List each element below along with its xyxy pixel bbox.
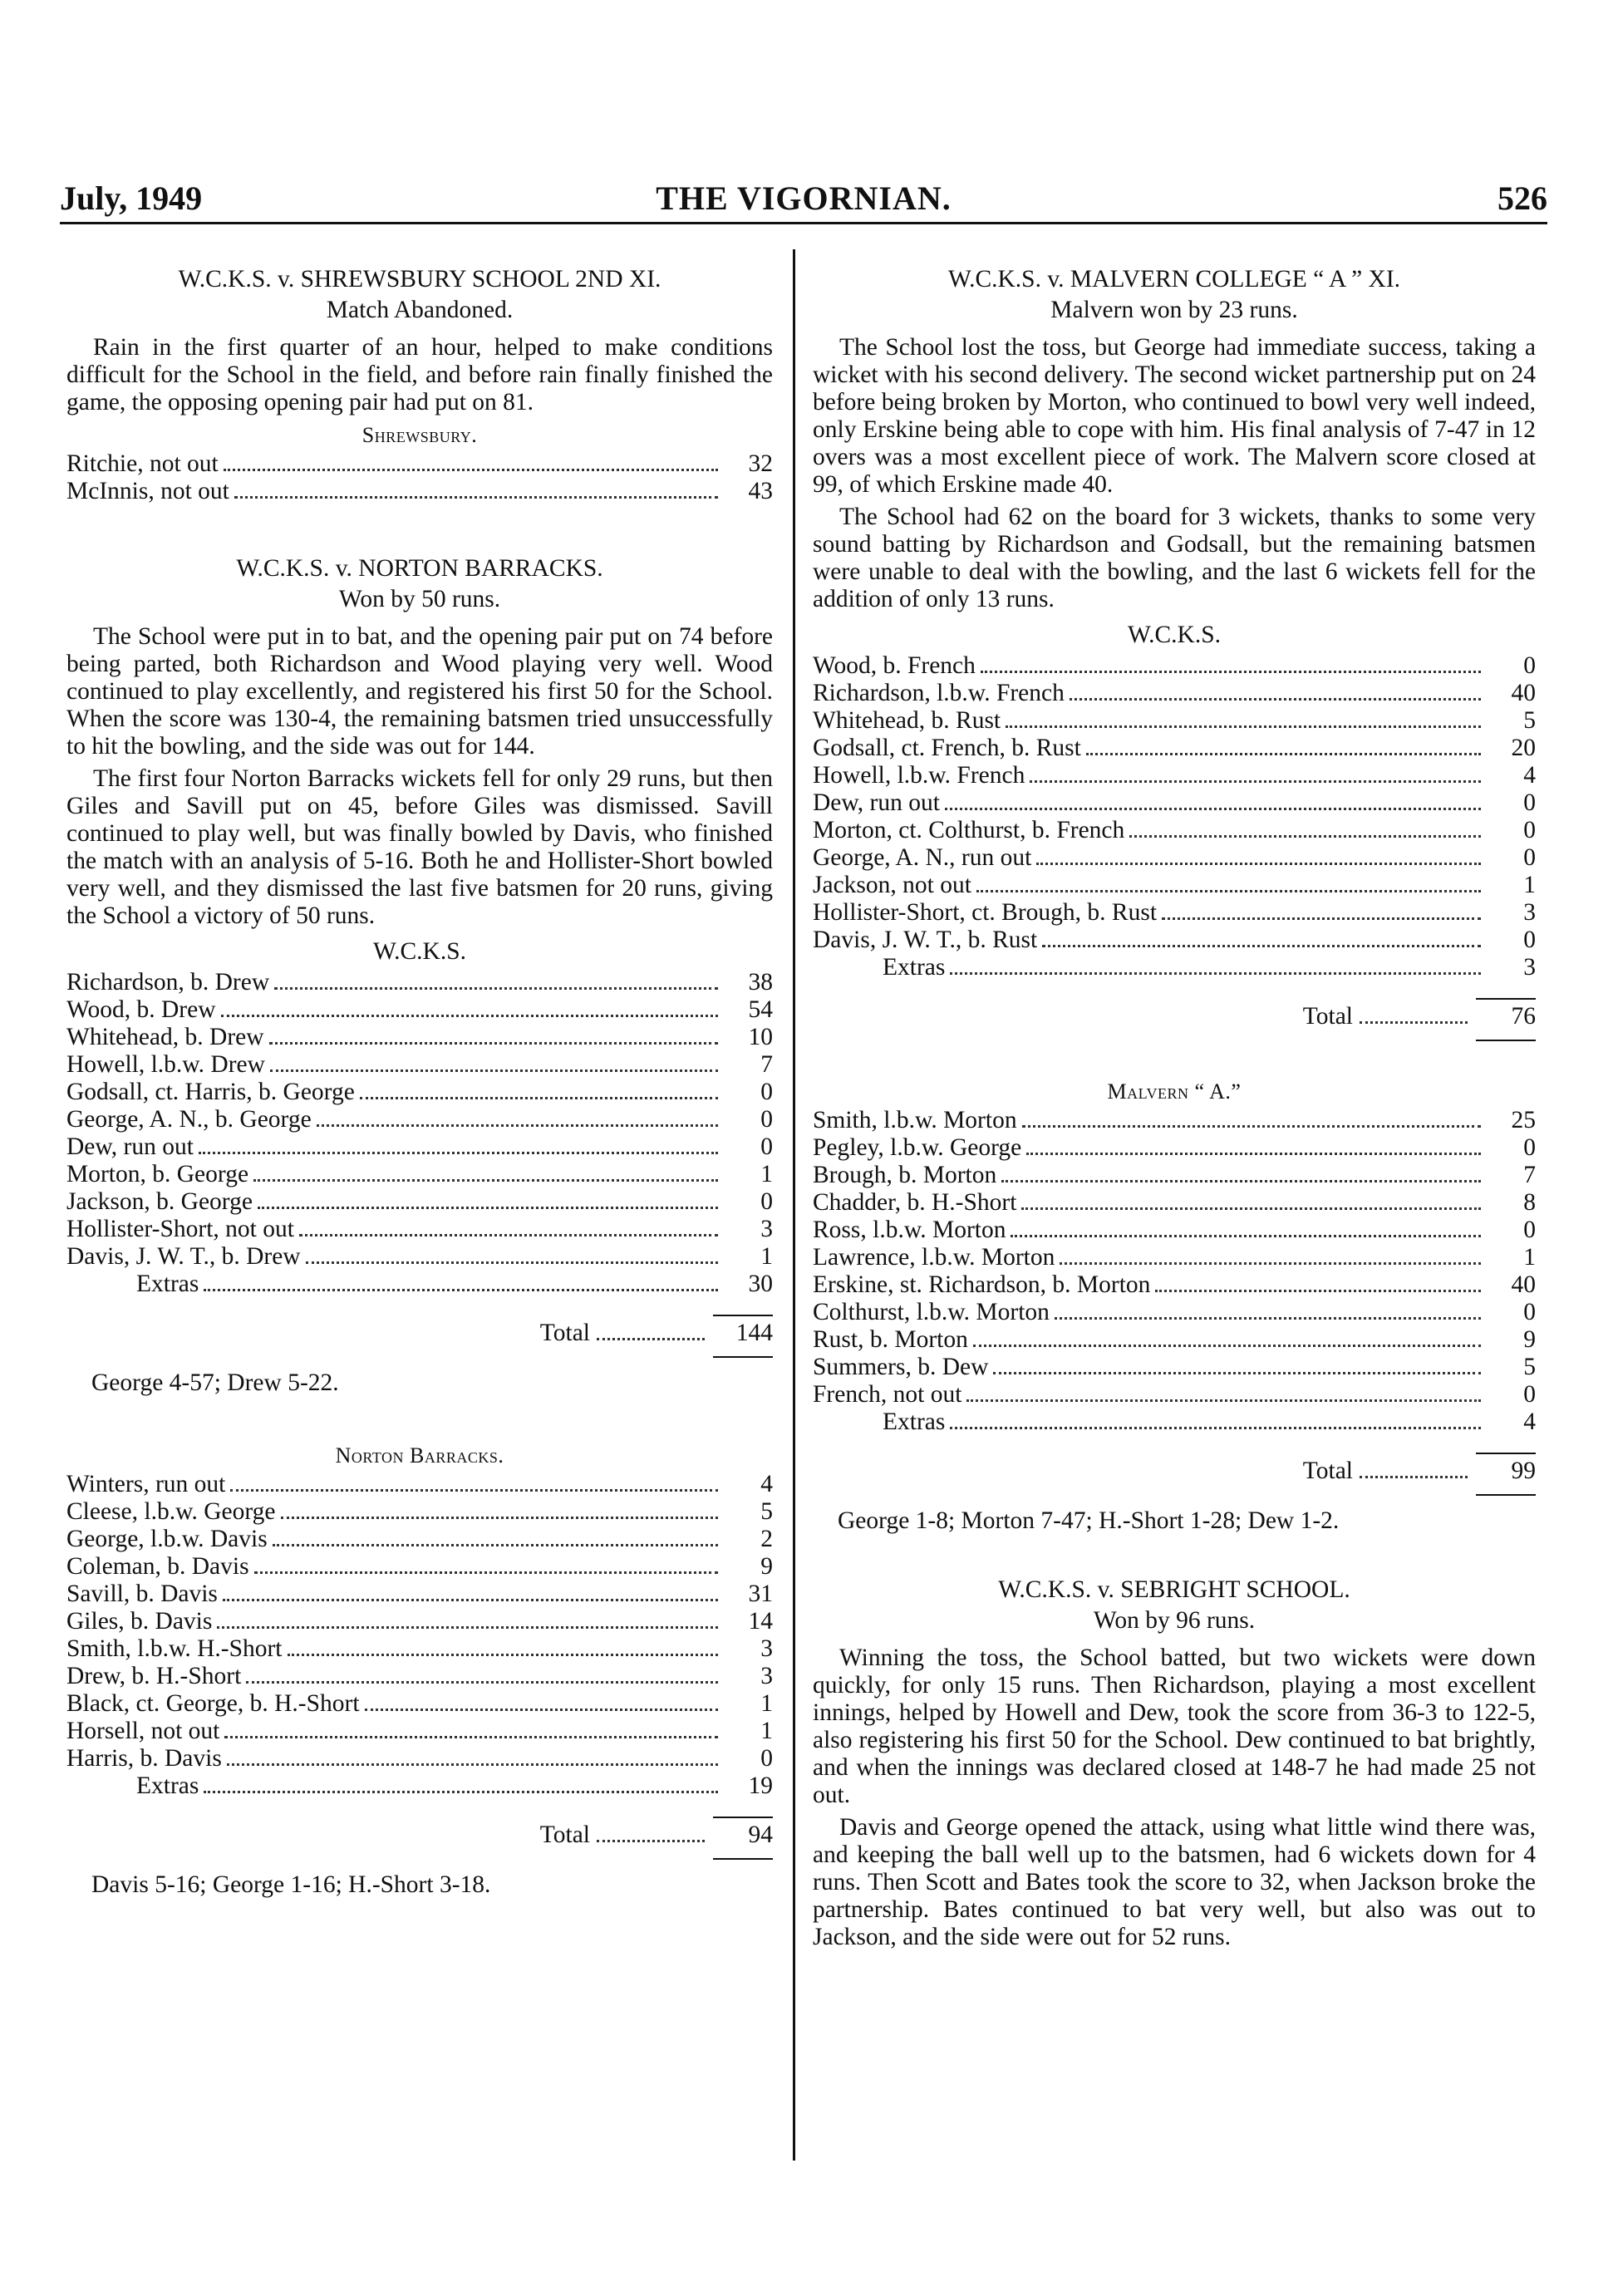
batsman-score: 0 [1523, 927, 1536, 953]
batsman-dismissal: McInnis, not out [66, 478, 229, 504]
dot-leader [950, 1427, 1481, 1429]
batsman-dismissal: Jackson, b. George [66, 1188, 253, 1215]
extras-label: Extras [883, 1409, 946, 1435]
batsman-dismissal: Richardson, l.b.w. French [813, 680, 1065, 706]
batsman-dismissal: Giles, b. Davis [66, 1608, 213, 1635]
batsman-score: 0 [1523, 817, 1536, 843]
batting-row [66, 1718, 773, 1745]
total-score: 76 [1476, 998, 1536, 1030]
batsman-score: 0 [1523, 1217, 1536, 1243]
dot-leader [1030, 780, 1481, 783]
batting-row [813, 735, 1536, 762]
batting-row [66, 450, 773, 478]
total-rule [713, 1356, 773, 1358]
batting-row [66, 1635, 773, 1663]
dot-leader [1155, 1290, 1481, 1292]
dot-leader [1011, 1235, 1481, 1237]
dot-leader [246, 1681, 718, 1684]
dot-leader [1060, 1262, 1481, 1265]
dot-leader [254, 1571, 718, 1574]
total-label: Total [539, 1822, 590, 1848]
batsman-dismissal: Colthurst, l.b.w. Morton [813, 1299, 1050, 1325]
dot-leader [199, 1152, 718, 1154]
dot-leader [1055, 1317, 1481, 1320]
batsman-score: 4 [1523, 762, 1536, 789]
batsman-score: 38 [748, 969, 773, 996]
dot-leader [270, 1069, 718, 1072]
dot-leader [1086, 753, 1481, 755]
match-norton-barracks [66, 555, 773, 1899]
total-row [813, 998, 1536, 1031]
left-column [66, 266, 773, 1899]
dot-leader [981, 671, 1481, 673]
match-report: Davis and George opened the attack, using what little wind there was, and keeping the ball well up to the batsmen, had 6 wickets down for 4 runs. Then Scott and Bates took the score to 32, when Jackson broke the partnership. Bates continued to bat very well, but also was out to Jackson, and the side were out for 52 runs. [813, 1814, 1536, 1950]
total-label: Total [539, 1320, 590, 1346]
batting-row [66, 1079, 773, 1106]
dot-leader [230, 1489, 718, 1492]
dot-leader [1360, 1021, 1468, 1024]
dot-leader [306, 1261, 718, 1264]
dot-leader [269, 1042, 718, 1045]
batting-row [813, 1134, 1536, 1162]
dot-leader [966, 1399, 1481, 1402]
batsman-dismissal: George, l.b.w. Davis [66, 1526, 268, 1552]
publication-title: THE VIGORNIAN. [656, 179, 952, 217]
batsman-dismissal: Savill, b. Davis [66, 1581, 218, 1607]
batsman-score: 20 [1511, 735, 1536, 761]
match-malvern [813, 266, 1536, 1535]
dot-leader [1070, 698, 1481, 701]
extras-score: 3 [1523, 954, 1536, 981]
team-heading: W.C.K.S. [1127, 622, 1222, 648]
batsman-score: 0 [1523, 1299, 1536, 1325]
match-result: Match Abandoned. [326, 297, 514, 323]
batsman-score: 25 [1511, 1107, 1536, 1133]
batsman-score: 40 [1511, 1271, 1536, 1298]
batsman-score: 0 [760, 1106, 773, 1133]
batsman-dismissal: Whitehead, b. Drew [66, 1024, 264, 1050]
batting-row [66, 1188, 773, 1216]
batsman-score: 4 [760, 1471, 773, 1497]
batsman-dismissal: Black, ct. George, b. H.-Short [66, 1690, 360, 1717]
extras-row [66, 1271, 773, 1298]
dot-leader [950, 972, 1481, 975]
batting-row [66, 969, 773, 996]
dot-leader [253, 1179, 718, 1182]
dot-leader [223, 1599, 718, 1601]
match-result: Won by 50 runs. [338, 586, 501, 612]
batting-row [813, 707, 1536, 735]
dot-leader [597, 1338, 705, 1340]
total-rule [713, 1858, 773, 1860]
batting-row [66, 1498, 773, 1526]
batsman-dismissal: Godsall, ct. Harris, b. George [66, 1079, 355, 1105]
match-report: The School had 62 on the board for 3 wickets, thanks to some very sound batting by Richardson and Godsall, but the remaining batsmen were unable to deal with the bowling, and the last 6 wickets fell for the addition of only 13 runs. [813, 504, 1536, 612]
batting-row [66, 1051, 773, 1079]
batsman-score: 0 [760, 1745, 773, 1772]
batsman-dismissal: Horsell, not out [66, 1718, 220, 1744]
total-row [66, 1817, 773, 1850]
extras-row [813, 1409, 1536, 1436]
dot-leader [976, 890, 1481, 892]
batsman-score: 3 [760, 1663, 773, 1689]
dot-leader [204, 1289, 718, 1291]
dot-leader [973, 1345, 1481, 1347]
match-title: W.C.K.S. v. SEBRIGHT SCHOOL. [998, 1576, 1350, 1603]
batsman-dismissal: Brough, b. Morton [813, 1162, 997, 1188]
batsman-score: 32 [748, 450, 773, 477]
dot-leader [365, 1708, 718, 1711]
batting-row [813, 817, 1536, 844]
batsman-dismissal: Wood, b. Drew [66, 996, 216, 1023]
dot-leader [258, 1207, 718, 1209]
batting-row [66, 1745, 773, 1772]
batsman-score: 5 [760, 1498, 773, 1525]
extras-row [813, 954, 1536, 981]
extras-score: 30 [748, 1271, 773, 1297]
bowling-analysis: George 1-8; Morton 7-47; H.-Short 1-28; Dew 1-2. [838, 1507, 1340, 1534]
batsman-dismissal: Smith, l.b.w. H.-Short [66, 1635, 283, 1662]
dot-leader [1042, 945, 1481, 947]
batsman-dismissal: Drew, b. H.-Short [66, 1663, 242, 1689]
extras-label: Extras [883, 954, 946, 981]
issue-date: July, 1949 [60, 179, 203, 217]
batsman-score: 7 [760, 1051, 773, 1078]
total-row [813, 1453, 1536, 1486]
batsman-dismissal: Rust, b. Morton [813, 1326, 968, 1353]
batsman-dismissal: Godsall, ct. French, b. Rust [813, 735, 1081, 761]
dot-leader [1006, 725, 1481, 728]
extras-label: Extras [136, 1772, 199, 1799]
batsman-score: 1 [760, 1690, 773, 1717]
batsman-dismissal: Smith, l.b.w. Morton [813, 1107, 1017, 1133]
team-heading: Shrewsbury. [361, 423, 478, 447]
match-report: Rain in the first quarter of an hour, helped to make conditions difficult for the School in the field, and before rain finally finished the game, the opposing opening pair had put on 81. [66, 334, 773, 415]
dot-leader [597, 1840, 705, 1842]
batsman-dismissal: Dew, run out [66, 1133, 194, 1160]
total-row [66, 1315, 773, 1348]
batsman-score: 3 [1523, 899, 1536, 926]
batsman-score: 14 [748, 1608, 773, 1635]
batting-row [813, 762, 1536, 789]
batsman-score: 43 [748, 478, 773, 504]
dot-leader [217, 1626, 718, 1629]
batting-row [813, 1299, 1536, 1326]
batting-row [66, 1243, 773, 1271]
dot-leader [224, 1736, 718, 1738]
batting-list [66, 450, 773, 505]
batsman-dismissal: George, A. N., run out [813, 844, 1032, 871]
dot-leader [281, 1517, 719, 1519]
batting-list [66, 1471, 773, 1772]
dot-leader [1360, 1476, 1468, 1478]
match-report: The first four Norton Barracks wickets fell for only 29 runs, but then Giles and Savill put on 45, before Giles was dismissed. Savill continued to play well, but was finally bowled by Davis, who finished the match with an analysis of 5-16. Both he and Hollister-Short bowled very well, and they dismissed the last five batsmen for 20 runs, giving the School a victory of 50 runs. [66, 765, 773, 929]
batsman-dismissal: Lawrence, l.b.w. Morton [813, 1244, 1055, 1271]
batsman-score: 0 [1523, 652, 1536, 679]
dot-leader [1162, 917, 1481, 920]
dot-leader [221, 1015, 718, 1017]
section-gap [66, 1397, 773, 1438]
batting-row [813, 899, 1536, 927]
batting-row [66, 1133, 773, 1161]
dot-leader [317, 1124, 718, 1127]
page-header [60, 179, 1547, 229]
batting-row [66, 1106, 773, 1133]
batsman-dismissal: Jackson, not out [813, 872, 971, 898]
batting-row [813, 789, 1536, 817]
batsman-dismissal: Summers, b. Dew [813, 1354, 989, 1380]
batsman-score: 2 [760, 1526, 773, 1552]
dot-leader [1026, 1153, 1481, 1155]
batsman-score: 31 [748, 1581, 773, 1607]
batsman-score: 7 [1523, 1162, 1536, 1188]
batting-row [66, 1690, 773, 1718]
batsman-dismissal: Howell, l.b.w. Drew [66, 1051, 265, 1078]
section-gap [813, 1041, 1536, 1074]
batting-row [66, 1526, 773, 1553]
dot-leader [1129, 835, 1481, 838]
column-divider [793, 249, 795, 2161]
batsman-dismissal: Hollister-Short, not out [66, 1216, 294, 1242]
batting-row [813, 1244, 1536, 1271]
batsman-dismissal: Wood, b. French [813, 652, 976, 679]
batting-row [66, 1024, 773, 1051]
batsman-dismissal: Erskine, st. Richardson, b. Morton [813, 1271, 1151, 1298]
batting-row [66, 1471, 773, 1498]
batting-row [66, 1161, 773, 1188]
batsman-score: 0 [760, 1079, 773, 1105]
batting-row [813, 1107, 1536, 1134]
batting-row [813, 680, 1536, 707]
match-shrewsbury [66, 266, 773, 505]
batsman-dismissal: Dew, run out [813, 789, 940, 816]
match-report: The School were put in to bat, and the opening pair put on 74 before being parted, both Richardson and Wood playing very well. Wood continued to play excellently, and registered his first 50 for the School. When the score was 130-4, the remaining batsmen tried unsuccessfully to hit the bowling, and the side was out for 144. [66, 623, 773, 760]
team-heading: Norton Barracks. [335, 1443, 504, 1468]
batsman-score: 1 [760, 1243, 773, 1270]
batsman-score: 0 [760, 1133, 773, 1160]
batting-row [66, 1663, 773, 1690]
dot-leader [273, 1544, 718, 1546]
dot-leader [1021, 1207, 1481, 1210]
match-title: W.C.K.S. v. NORTON BARRACKS. [236, 555, 603, 582]
batsman-dismissal: Hollister-Short, ct. Brough, b. Rust [813, 899, 1158, 926]
match-report: The School lost the toss, but George had immediate success, taking a wicket with his second delivery. The second wicket partnership put on 24 before being broken by Morton, who continued to bowl very well indeed, only Erskine being able to cope with him. His final analysis of 7-47 in 12 overs was a most excellent piece of work. The Malvern score closed at 99, of which Erskine made 40. [813, 334, 1536, 498]
batsman-dismissal: Howell, l.b.w. French [813, 762, 1025, 789]
batsman-dismissal: Harris, b. Davis [66, 1745, 222, 1772]
bowling-analysis: George 4-57; Drew 5-22. [91, 1369, 339, 1396]
total-rule [1476, 1494, 1536, 1496]
header-rule [60, 222, 1547, 224]
batsman-dismissal: Pegley, l.b.w. George [813, 1134, 1022, 1161]
batsman-score: 1 [1523, 872, 1536, 898]
batsman-score: 5 [1523, 1354, 1536, 1380]
batsman-dismissal: Whitehead, b. Rust [813, 707, 1001, 734]
extras-score: 19 [748, 1772, 773, 1799]
batting-row [66, 996, 773, 1024]
batting-list [813, 1107, 1536, 1409]
batting-list [813, 652, 1536, 954]
dot-leader [1036, 863, 1481, 865]
batting-row [813, 927, 1536, 954]
batsman-score: 3 [760, 1635, 773, 1662]
batsman-score: 9 [760, 1553, 773, 1580]
section-gap [813, 1535, 1536, 1576]
total-label: Total [1302, 1003, 1353, 1030]
team-heading: W.C.K.S. [372, 938, 467, 965]
batsman-score: 9 [1523, 1326, 1536, 1353]
match-result: Malvern won by 23 runs. [1050, 297, 1298, 323]
batsman-score: 1 [760, 1718, 773, 1744]
batting-row [66, 1608, 773, 1635]
team-heading: Malvern “ A.” [1107, 1079, 1242, 1104]
dot-leader [1001, 1180, 1481, 1182]
dot-leader [234, 496, 718, 499]
total-score: 144 [713, 1315, 773, 1347]
batsman-score: 1 [760, 1161, 773, 1187]
batsman-score: 54 [748, 996, 773, 1023]
extras-label: Extras [136, 1271, 199, 1297]
dot-leader [360, 1097, 718, 1099]
total-score: 94 [713, 1817, 773, 1849]
page-number: 526 [1497, 179, 1547, 217]
batsman-score: 0 [1523, 789, 1536, 816]
match-sebright [813, 1576, 1536, 1951]
batting-row [813, 872, 1536, 899]
total-score: 99 [1476, 1453, 1536, 1485]
batsman-dismissal: Winters, run out [66, 1471, 226, 1497]
batsman-dismissal: Richardson, b. Drew [66, 969, 270, 996]
batsman-dismissal: Morton, ct. Colthurst, b. French [813, 817, 1125, 843]
batsman-score: 3 [760, 1216, 773, 1242]
batsman-score: 0 [760, 1188, 773, 1215]
batting-row [813, 1354, 1536, 1381]
batting-row [813, 1217, 1536, 1244]
dot-leader [945, 808, 1481, 810]
batsman-score: 40 [1511, 680, 1536, 706]
match-title: W.C.K.S. v. SHREWSBURY SCHOOL 2ND XI. [178, 266, 661, 293]
bowling-analysis: Davis 5-16; George 1-16; H.-Short 3-18. [91, 1871, 491, 1898]
batsman-dismissal: Cleese, l.b.w. George [66, 1498, 276, 1525]
batsman-score: 0 [1523, 1381, 1536, 1408]
batting-row [66, 1581, 773, 1608]
batting-list [66, 969, 773, 1271]
right-column [813, 266, 1536, 1956]
dot-leader [299, 1234, 718, 1236]
batting-row [813, 1326, 1536, 1354]
dot-leader [227, 1763, 718, 1766]
batting-row [813, 844, 1536, 872]
batsman-score: 5 [1523, 707, 1536, 734]
dot-leader [224, 469, 718, 471]
dot-leader [288, 1654, 718, 1656]
batting-row [813, 652, 1536, 680]
batting-row [813, 1162, 1536, 1189]
match-result: Won by 96 runs. [1093, 1607, 1256, 1634]
batsman-score: 1 [1523, 1244, 1536, 1271]
extras-row [66, 1772, 773, 1800]
batsman-dismissal: Davis, J. W. T., b. Drew [66, 1243, 301, 1270]
extras-score: 4 [1523, 1409, 1536, 1435]
batsman-score: 0 [1523, 1134, 1536, 1161]
batsman-dismissal: French, not out [813, 1381, 962, 1408]
dot-leader [204, 1791, 718, 1793]
batsman-dismissal: Chadder, b. H.-Short [813, 1189, 1017, 1216]
batting-row [813, 1381, 1536, 1409]
batsman-score: 8 [1523, 1189, 1536, 1216]
batsman-dismissal: Coleman, b. Davis [66, 1553, 249, 1580]
batting-row [66, 478, 773, 505]
batsman-dismissal: Morton, b. George [66, 1161, 249, 1187]
batsman-score: 10 [748, 1024, 773, 1050]
dot-leader [1022, 1125, 1481, 1128]
section-gap [66, 505, 773, 555]
batsman-dismissal: Ross, l.b.w. Morton [813, 1217, 1006, 1243]
batting-row [813, 1189, 1536, 1217]
match-report: Winning the toss, the School batted, but two wickets were down quickly, for only 15 runs. Then Richardson, playing a most excellent innings, helped by Howell and Dew, took the score from 36-3 to 122-5, also registering his first 50 for the School. Dew continued to bat brightly, and when the innings was declared closed at 148-7 he had made 25 not out. [813, 1645, 1536, 1808]
batting-row [66, 1553, 773, 1581]
dot-leader [274, 987, 718, 990]
match-title: W.C.K.S. v. MALVERN COLLEGE “ A ” XI. [947, 266, 1401, 293]
total-label: Total [1302, 1458, 1353, 1484]
batsman-dismissal: Davis, J. W. T., b. Rust [813, 927, 1038, 953]
batsman-dismissal: Ritchie, not out [66, 450, 219, 477]
batsman-dismissal: George, A. N., b. George [66, 1106, 312, 1133]
batsman-score: 0 [1523, 844, 1536, 871]
dot-leader [993, 1372, 1481, 1374]
batting-row [813, 1271, 1536, 1299]
batting-row [66, 1216, 773, 1243]
